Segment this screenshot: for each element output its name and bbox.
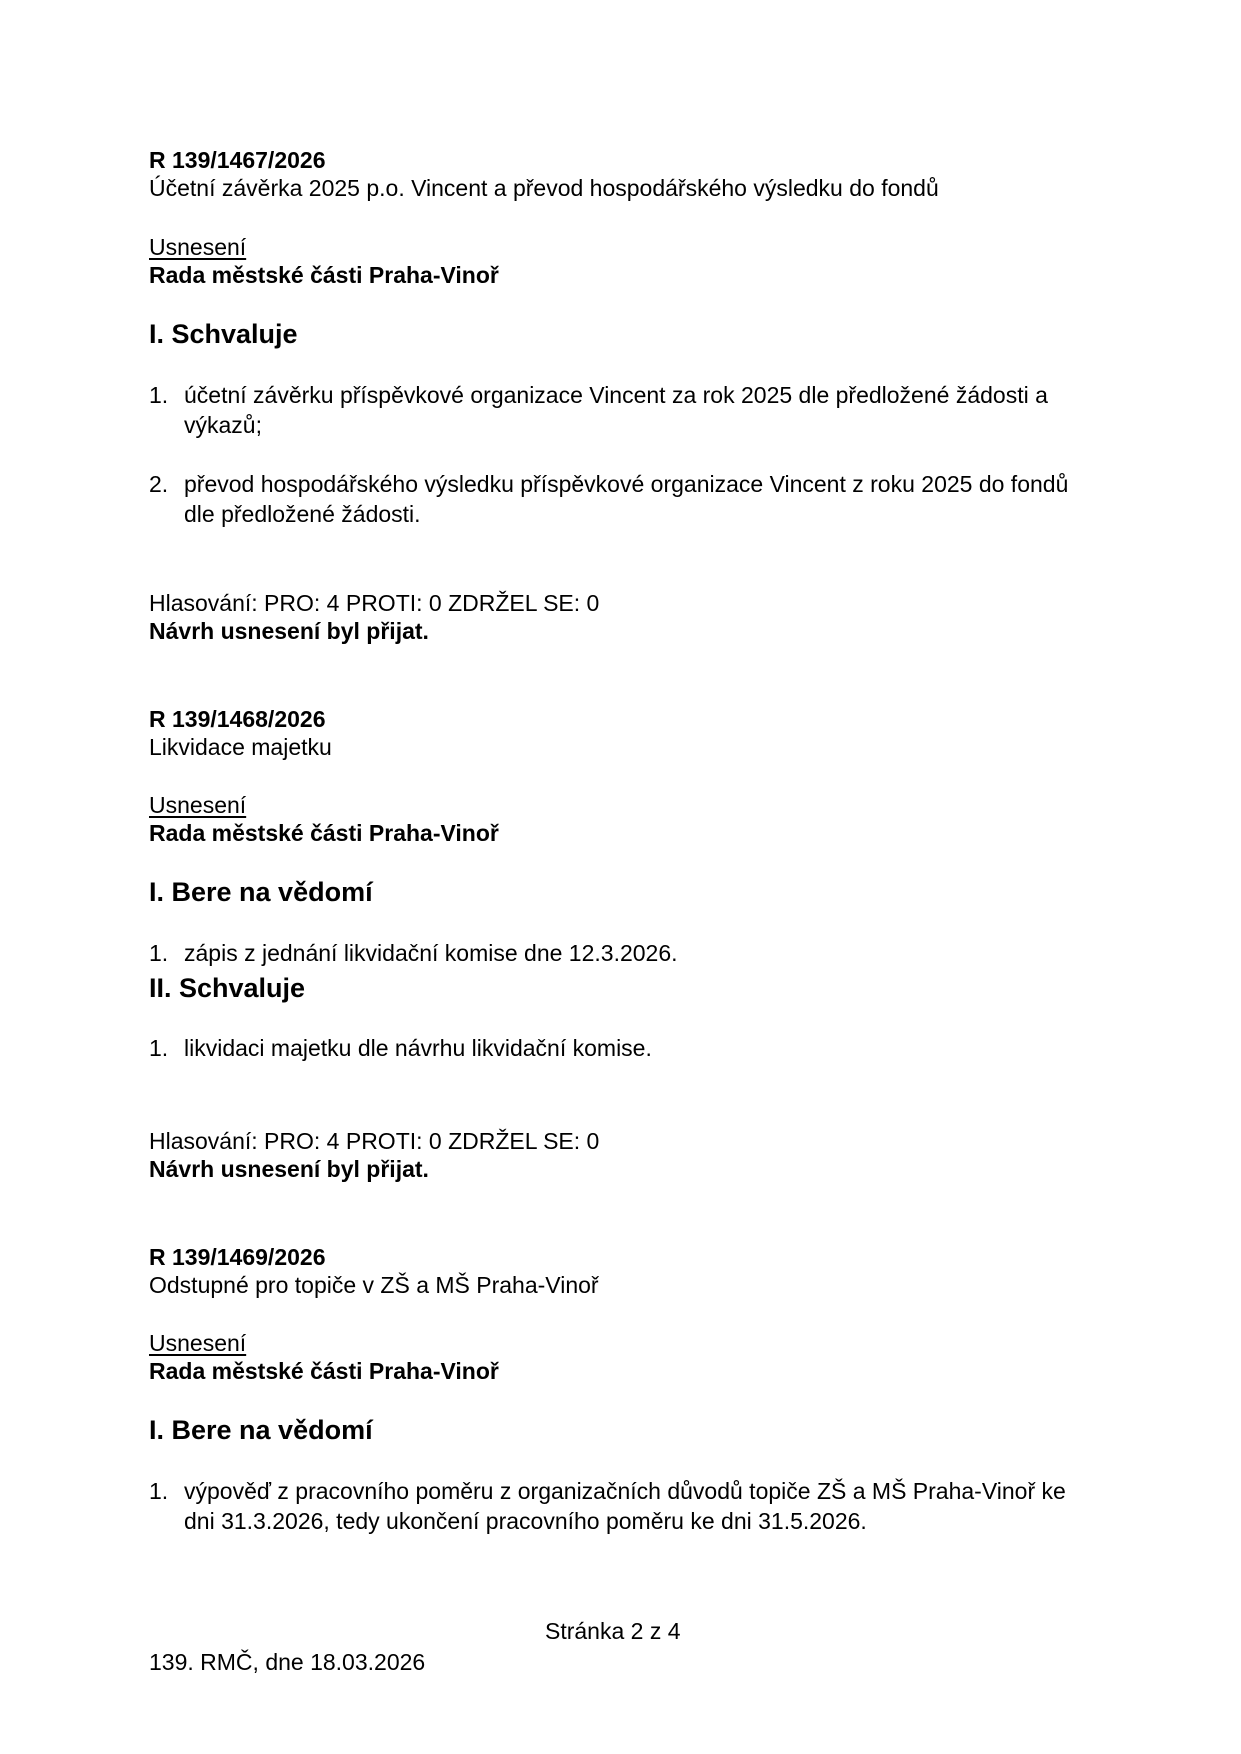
part-heading: I. Schvaluje (149, 319, 298, 349)
resolution-code: R 139/1469/2026 (149, 1244, 326, 1270)
list-item (149, 1033, 1089, 1063)
item-text: zápis z jednání likvidační komise dne 12.3.2026. (184, 940, 678, 966)
resolution-code: R 139/1468/2026 (149, 706, 326, 732)
vote-result: Hlasování: PRO: 4 PROTI: 0 ZDRŽEL SE: 0 (149, 590, 600, 616)
vote-block (149, 1127, 1109, 1183)
resolution-code: R 139/1467/2026 (149, 147, 326, 173)
vote-block (149, 589, 1109, 645)
resolution-1469 (149, 1243, 1109, 1299)
item-number: 1. (149, 382, 169, 408)
resolution-body-header (149, 233, 1109, 289)
council-name: Rada městské části Praha-Vinoř (149, 820, 499, 846)
council-name: Rada městské části Praha-Vinoř (149, 262, 499, 288)
resolution-1467 (149, 146, 1109, 202)
list-item (149, 469, 1089, 529)
meeting-info: 139. RMČ, dne 18.03.2026 (149, 1649, 426, 1675)
list-item (149, 380, 1089, 440)
item-text: převod hospodářského výsledku příspěvkové organizace Vincent z roku 2025 do fondů dle předložené žádosti. (184, 471, 1069, 527)
resolution-title: Likvidace majetku (149, 734, 332, 760)
part-heading: I. Bere na vědomí (149, 1415, 373, 1445)
usneseni-label: Usnesení (149, 234, 247, 260)
item-number: 2. (149, 471, 169, 497)
resolution-body-header (149, 791, 1109, 847)
resolution-title: Odstupné pro topiče v ZŠ a MŠ Praha-Vinoř (149, 1272, 599, 1298)
usneseni-label: Usnesení (149, 1330, 247, 1356)
item-number: 1. (149, 1478, 169, 1504)
item-number: 1. (149, 1035, 169, 1061)
item-text: likvidaci majetku dle návrhu likvidační komise. (184, 1035, 652, 1061)
page-number: Stránka 2 z 4 (545, 1618, 681, 1644)
vote-result: Hlasování: PRO: 4 PROTI: 0 ZDRŽEL SE: 0 (149, 1128, 600, 1154)
usneseni-label: Usnesení (149, 792, 247, 818)
list-item (149, 938, 1089, 968)
resolution-1468 (149, 705, 1109, 761)
part-heading: II. Schvaluje (149, 973, 306, 1003)
resolution-title: Účetní závěrka 2025 p.o. Vincent a převod hospodářského výsledku do fondů (149, 175, 939, 201)
resolution-body-header (149, 1329, 1109, 1385)
resolution-outcome: Návrh usnesení byl přijat. (149, 618, 429, 644)
council-name: Rada městské části Praha-Vinoř (149, 1358, 499, 1384)
part-heading: I. Bere na vědomí (149, 877, 373, 907)
item-text: účetní závěrku příspěvkové organizace Vincent za rok 2025 dle předložené žádosti a výkazů; (184, 382, 1048, 438)
resolution-outcome: Návrh usnesení byl přijat. (149, 1156, 429, 1182)
item-text: výpověď z pracovního poměru z organizačních důvodů topiče ZŠ a MŠ Praha-Vinoř ke dni 31.3.2026, tedy ukončení pracovního poměru ke dni 31.5.2026. (184, 1478, 1066, 1534)
item-number: 1. (149, 940, 169, 966)
list-item (149, 1476, 1089, 1536)
